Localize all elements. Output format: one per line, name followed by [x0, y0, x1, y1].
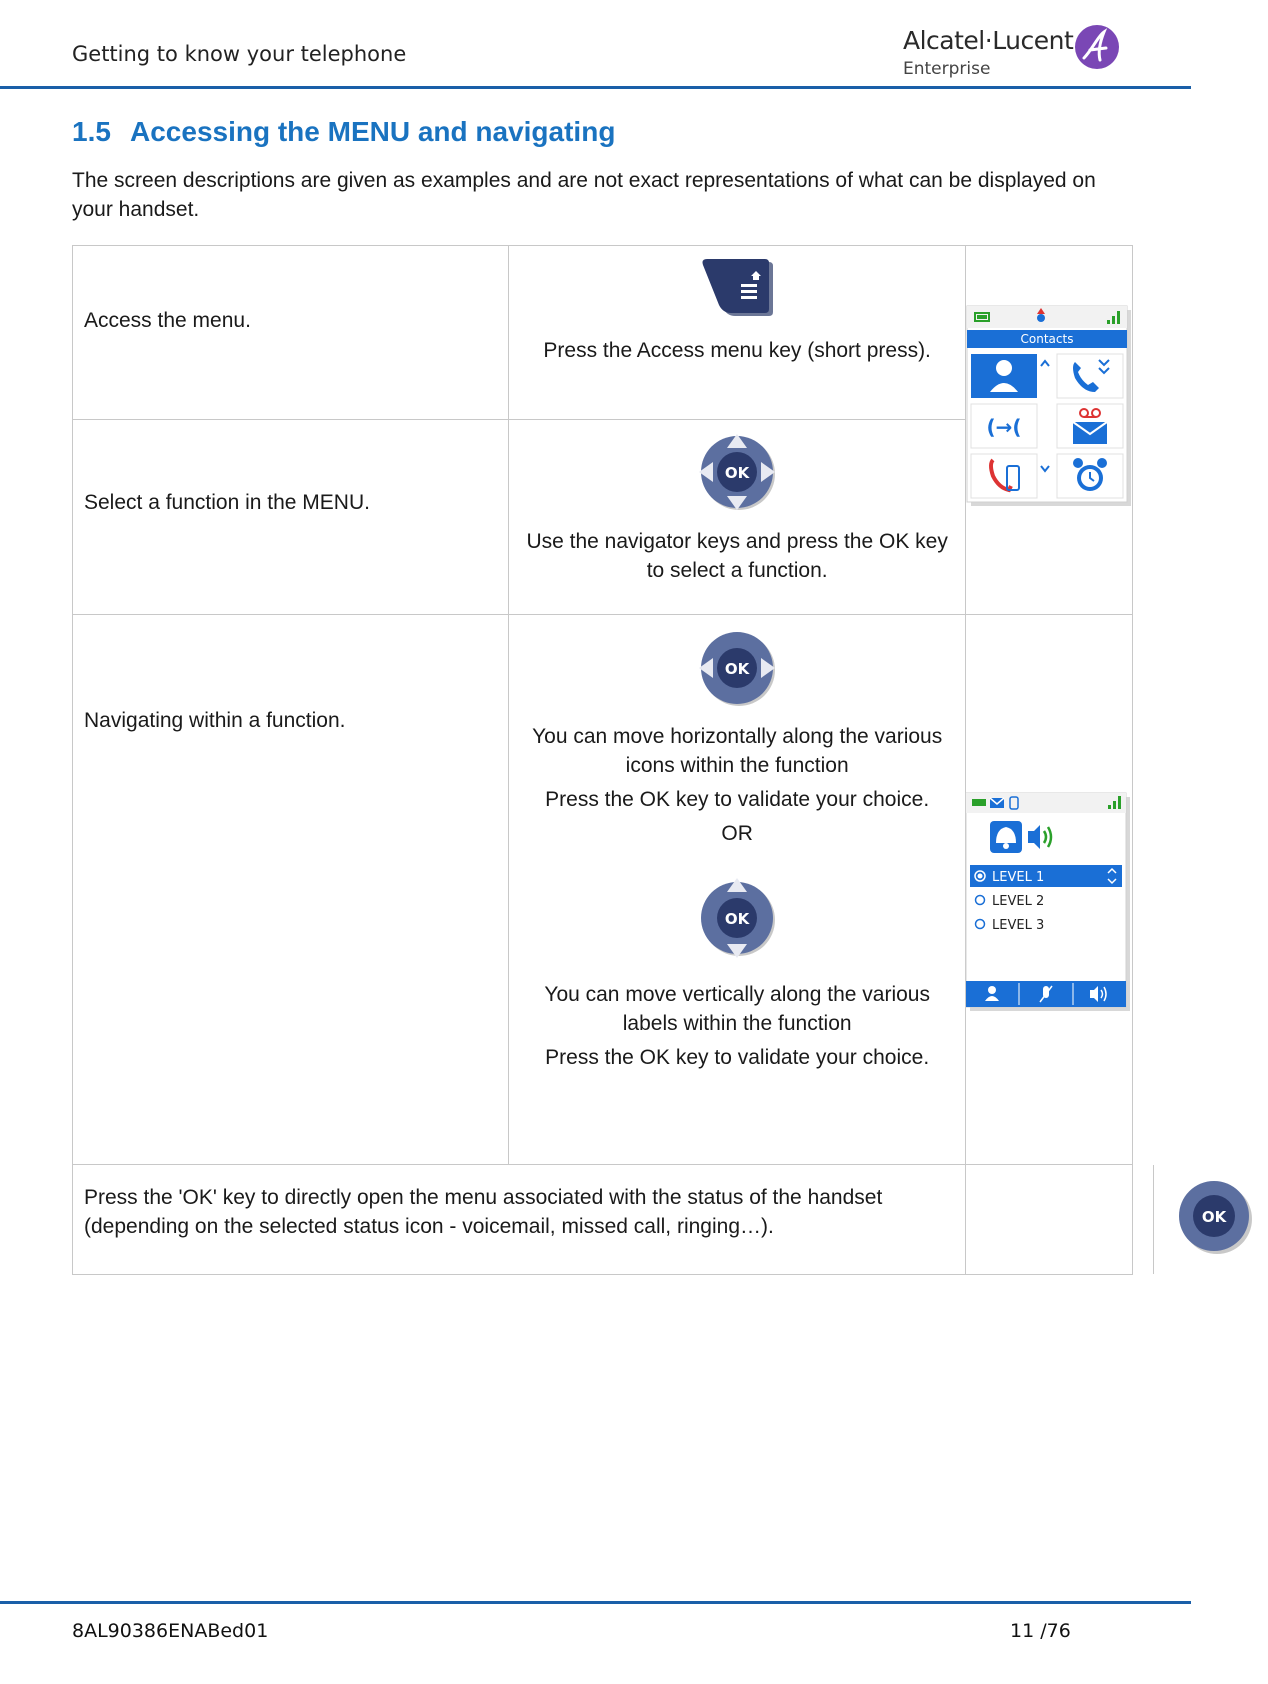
ok-key-label: OK — [724, 660, 750, 678]
level-item-1: LEVEL 1 — [992, 870, 1045, 885]
access-label-cell — [73, 246, 509, 420]
status-key-cell — [966, 1165, 1227, 1275]
menu-key-icon — [697, 258, 777, 320]
navigate-label-cell — [73, 615, 509, 1165]
or-text: OR — [721, 822, 753, 845]
validate-text-2: Press the OK key to validate your choice. — [545, 1046, 930, 1069]
section-heading — [72, 116, 615, 148]
running-header: Getting to know your telephone — [72, 42, 407, 66]
ok-key-label: OK — [1201, 1208, 1227, 1226]
table-row-access — [73, 246, 1133, 420]
logo-name: Alcatel·Lucent — [903, 26, 1074, 55]
select-desc-cell — [509, 420, 966, 615]
select-description: Use the navigator keys and press the OK key to select a function. — [526, 530, 948, 582]
contacts-tab-title: Contacts — [1020, 332, 1074, 346]
level-item-3: LEVEL 3 — [992, 918, 1045, 933]
document-reference: 8AL90386ENABed01 — [72, 1620, 269, 1642]
table-row-status — [73, 1165, 1133, 1275]
ok-key-icon — [1177, 1179, 1253, 1255]
levels-screen-image — [966, 793, 1132, 1013]
status-text-cell — [73, 1165, 966, 1275]
levels-screen-cell — [966, 615, 1133, 1165]
header-rule — [0, 86, 1191, 89]
access-desc-cell — [509, 246, 966, 420]
vertical-description: You can move vertically along the various labels within the function — [544, 983, 930, 1035]
section-number: 1.5 — [72, 116, 111, 147]
access-description: Press the Access menu key (short press). — [543, 339, 931, 362]
section-title: Accessing the MENU and navigating — [130, 116, 616, 147]
horizontal-description: You can move horizontally along the various icons within the function — [532, 725, 943, 777]
logo-subtitle: Enterprise — [903, 59, 991, 79]
footer-rule — [0, 1601, 1191, 1604]
contacts-screen-image — [967, 306, 1131, 506]
navigator-4way-icon — [697, 432, 777, 512]
brand-logo — [900, 22, 1120, 82]
navigator-vertical-icon — [697, 876, 777, 960]
level-item-2: LEVEL 2 — [992, 894, 1045, 909]
select-label-cell — [73, 420, 509, 615]
select-label: Select a function in the MENU. — [84, 491, 370, 514]
navigate-label: Navigating within a function. — [84, 709, 346, 732]
contacts-screen-cell — [966, 246, 1133, 615]
intro-paragraph: The screen descriptions are given as examples and are not exact representations of what can be displayed on your handset. — [72, 169, 1096, 221]
navigator-horizontal-icon — [697, 629, 777, 707]
instruction-table — [72, 245, 1227, 1275]
logo-mark-icon — [1074, 24, 1120, 70]
validate-text-1: Press the OK key to validate your choice. — [545, 788, 930, 811]
access-label: Access the menu. — [84, 309, 251, 332]
table-row-navigate — [73, 615, 1133, 1165]
call-transfer-icon: (→( — [986, 415, 1022, 439]
ok-key-label: OK — [724, 910, 750, 928]
page-number: 11 /76 — [1010, 1620, 1071, 1642]
navigate-desc-cell — [509, 615, 966, 1165]
ok-key-label: OK — [724, 464, 750, 482]
status-text: Press the 'OK' key to directly open the menu associated with the status of the handset (depending on the selected status icon - voicemail, missed call, ringing…). — [84, 1186, 883, 1238]
